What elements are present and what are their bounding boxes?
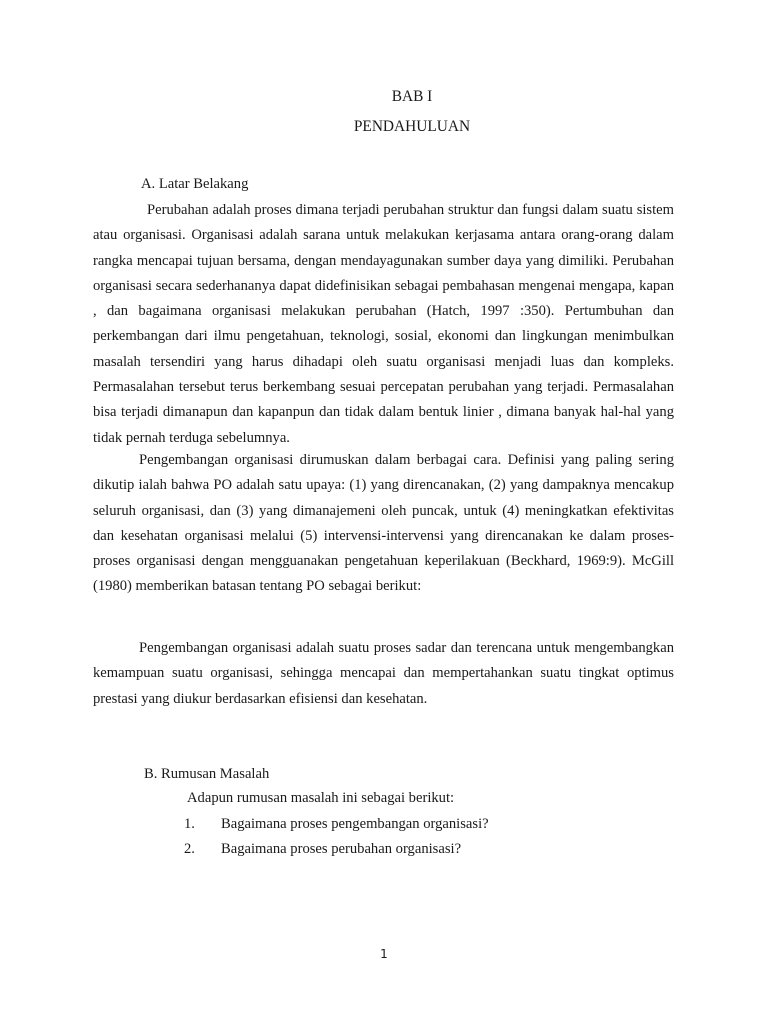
paragraph-pengembangan: Pengembangan organisasi dirumuskan dalam berbagai cara. Definisi yang paling sering dikutip ialah bahwa PO adalah satu upaya: (1) yang direncanakan, (2) yang dampaknya mencakup seluruh organisasi, dan (3) yang dimanajemeni oleh puncak, untuk (4) meningkatkan efektivitas dan kesehatan organisasi melalui (5) intervensi-intervensi yang direncanakan ke dalam proses-proses organisasi dengan mengguanakan pengetahuan keperilakuan (Beckhard, 1969:9). McGill (1980) memberikan batasan tentang PO sebagai berikut:: [93, 452, 674, 595]
list-item: [184, 841, 461, 858]
chapter-label: BAB I: [391, 88, 433, 105]
list-item-text: Bagaimana proses perubahan organisasi?: [221, 841, 462, 857]
page-number: 1: [380, 947, 388, 961]
section-heading-rumusan-masalah: B. Rumusan Masalah: [144, 766, 270, 782]
rumusan-intro: Adapun rumusan masalah ini sebagai berikut:: [187, 790, 455, 806]
list-item: [184, 816, 489, 833]
section-heading-latar-belakang: A. Latar Belakang: [141, 176, 249, 192]
list-item-number: 1.: [184, 816, 195, 832]
list-item-text: Bagaimana proses pengembangan organisasi?: [221, 816, 489, 832]
paragraph-mcgill-definition: Pengembangan organisasi adalah suatu proses sadar dan terencana untuk mengembangkan kemampuan suatu organisasi, sehingga mencapai dan mempertahankan suatu tingkat optimus prestasi yang diukur berdasarkan efisiensi dan kesehatan.: [93, 640, 674, 707]
paragraph-perubahan: Perubahan adalah proses dimana terjadi perubahan struktur dan fungsi dalam suatu sistem atau organisasi. Organisasi adalah sarana untuk melakukan kerjasama antara orang-orang dalam rangka mencapai tujuan bersama, dengan mendayagunakan sumber daya yang dimiliki. Perubahan organisasi secara sederhananya dapat didefinisikan sebagai pembahasan mengenai mengapa, kapan , dan bagaimana organisasi melakukan perubahan (Hatch, 1997 :350). Pertumbuhan dan perkembangan dari ilmu pengetahuan, teknologi, sosial, ekonomi dan lingkungan menimbulkan masalah tersendiri yang harus dihadapi oleh suatu organisasi menjadi luas dan kompleks. Permasalahan tersebut terus berkembang sesuai percepatan perubahan yang terjadi. Permasalahan bisa terjadi dimanapun dan kapanpun dan tidak dalam bentuk linier , dimana banyak hal-hal yang tidak pernah terduga sebelumnya.: [93, 202, 674, 446]
list-item-number: 2.: [184, 841, 195, 857]
chapter-title: PENDAHULUAN: [353, 118, 471, 135]
